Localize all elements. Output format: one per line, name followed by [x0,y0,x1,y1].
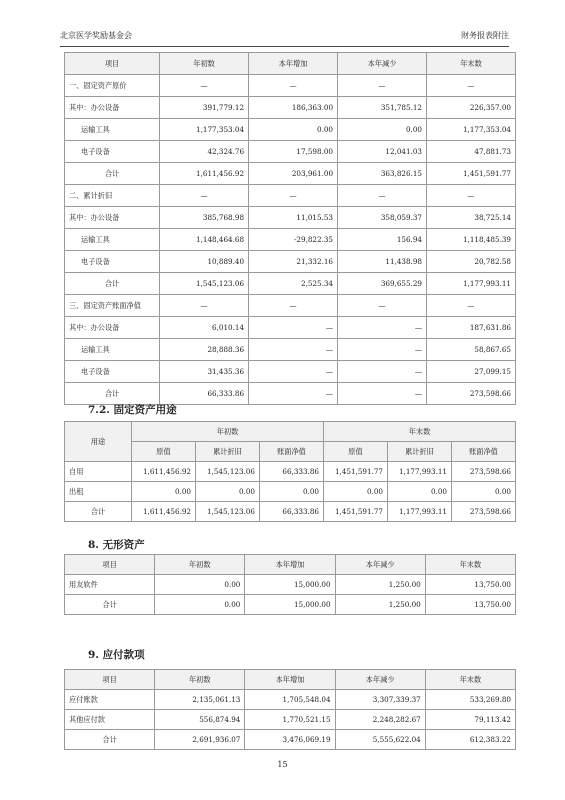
table-row [65,595,516,615]
row-label: 用友软件 [65,575,155,595]
cell: 31,435.36 [160,361,249,383]
header-increase: 本年增加 [249,53,338,75]
subheader-original-value: 原值 [132,442,196,462]
cell: 27,099.15 [427,361,516,383]
cell: 10,889.40 [160,251,249,273]
cell: 0.00 [196,482,260,502]
cell: — [160,185,249,207]
cell: — [249,317,338,339]
header-group-closing: 年末数 [324,422,516,442]
cell: 1,451,591.77 [324,462,388,482]
cell: 187,631.86 [427,317,516,339]
table-row [65,710,516,730]
row-label: 合计 [65,595,155,615]
row-label: 一、固定资产原价 [65,75,160,97]
cell: 1,118,485.39 [427,229,516,251]
row-label: 其他应付款 [65,710,155,730]
row-label: 电子设备 [65,251,160,273]
cell: 391,779.12 [160,97,249,119]
cell: — [427,295,516,317]
fixed-assets-table [64,52,516,405]
row-label: 运输工具 [65,229,160,251]
cell: — [338,185,427,207]
cell: — [249,295,338,317]
cell: 42,324.76 [160,141,249,163]
row-label: 电子设备 [65,141,160,163]
cell: 2,691,936.07 [155,730,245,750]
row-label: 其中：办公设备 [65,207,160,229]
cell: — [427,75,516,97]
cell: 1,770,521.15 [245,710,335,730]
cell: 12,041.03 [338,141,427,163]
table-row [65,251,516,273]
row-label: 二、累计折旧 [65,185,160,207]
cell: 2,525.34 [249,273,338,295]
header-increase: 本年增加 [245,670,335,690]
cell: 1,611,456.92 [132,502,196,522]
cell: 66,333.86 [160,383,249,405]
cell: 273,598.66 [427,383,516,405]
cell: — [427,185,516,207]
cell: 0.00 [388,482,452,502]
row-label: 应付账款 [65,690,155,710]
cell: 226,357.00 [427,97,516,119]
subheader-net-book-value: 账面净值 [260,442,324,462]
section-title-payables: 9. 应付款项 [88,649,145,661]
section-title-fixed-asset-usage: 7.2. 固定资产用途 [88,404,177,416]
cell: 38,725.14 [427,207,516,229]
cell: 0.00 [452,482,516,502]
header-opening: 年初数 [155,555,245,575]
table-row [65,690,516,710]
header-decrease: 本年减少 [338,53,427,75]
cell: 351,785.12 [338,97,427,119]
header-item: 项目 [65,670,155,690]
header-increase: 本年增加 [245,555,335,575]
section-title-intangible-assets: 8. 无形资产 [88,539,145,551]
cell: 1,705,548.04 [245,690,335,710]
cell: 66,333.86 [260,462,324,482]
subheader-accumulated-depreciation: 累计折旧 [196,442,260,462]
cell: 1,148,464.68 [160,229,249,251]
cell: 1,177,353.04 [427,119,516,141]
table-row [65,730,516,750]
row-label: 运输工具 [65,339,160,361]
header-item: 项目 [65,53,160,75]
table-header-row [65,670,516,690]
header-closing: 年末数 [425,670,515,690]
table-subheader-row [65,442,516,462]
fixed-asset-usage-table [64,421,516,522]
row-label: 自用 [65,462,132,482]
header-usage: 用途 [65,422,132,462]
row-label: 三、固定资产账面净值 [65,295,160,317]
cell: 612,383.22 [425,730,515,750]
header-opening: 年初数 [160,53,249,75]
cell: 556,874.94 [155,710,245,730]
page-header [60,30,509,44]
cell: 21,332.16 [249,251,338,273]
row-label: 其中：办公设备 [65,317,160,339]
cell: 66,333.86 [260,502,324,522]
header-closing: 年末数 [425,555,515,575]
cell: 385,768.98 [160,207,249,229]
cell: 5,555,622.04 [335,730,425,750]
cell: 0.00 [338,119,427,141]
subheader-net-book-value: 账面净值 [452,442,516,462]
cell: 369,655.29 [338,273,427,295]
subheader-original-value: 原值 [324,442,388,462]
table-row [65,97,516,119]
cell: — [160,75,249,97]
cell: 47,881.73 [427,141,516,163]
page-number: 15 [277,760,288,769]
cell: 186,363.00 [249,97,338,119]
table-row [65,119,516,141]
cell: — [249,339,338,361]
table-row [65,462,516,482]
cell: 0.00 [155,595,245,615]
table-header-row [65,422,516,442]
header-divider [60,46,509,47]
cell: 0.00 [155,575,245,595]
table-row [65,295,516,317]
intangible-assets-table [64,554,516,615]
row-label: 合计 [65,502,132,522]
cell: 1,451,591.77 [427,163,516,185]
cell: 17,598.00 [249,141,338,163]
header-opening: 年初数 [155,670,245,690]
cell: 0.00 [132,482,196,502]
document-section-title: 财务报表附注 [461,31,509,40]
table-row [65,317,516,339]
table-row [65,185,516,207]
table-row [65,575,516,595]
cell: 1,611,456.92 [132,462,196,482]
cell: 15,000.00 [245,595,335,615]
cell: 1,250.00 [335,595,425,615]
cell: — [249,361,338,383]
cell: 363,826.15 [338,163,427,185]
cell: 3,307,339.37 [335,690,425,710]
cell: 0.00 [324,482,388,502]
header-item: 项目 [65,555,155,575]
subheader-accumulated-depreciation: 累计折旧 [388,442,452,462]
cell: 15,000.00 [245,575,335,595]
cell: — [160,295,249,317]
cell: 11,438.98 [338,251,427,273]
row-label: 合计 [65,730,155,750]
cell: 58,867.65 [427,339,516,361]
cell: 1,177,993.11 [427,273,516,295]
cell: 156.94 [338,229,427,251]
cell: 13,750.00 [425,595,515,615]
cell: 28,888.36 [160,339,249,361]
cell: 79,113.42 [425,710,515,730]
table-header-row [65,555,516,575]
cell: 1,250.00 [335,575,425,595]
cell: 6,010.14 [160,317,249,339]
table-row [65,229,516,251]
cell: — [249,75,338,97]
cell: — [249,185,338,207]
cell: 1,611,456.92 [160,163,249,185]
row-label: 电子设备 [65,361,160,383]
cell: 273,598.66 [452,502,516,522]
table-row [65,207,516,229]
cell: — [338,317,427,339]
table-row [65,163,516,185]
cell: — [338,75,427,97]
cell: 0.00 [249,119,338,141]
cell: 1,177,993.11 [388,462,452,482]
row-label: 出租 [65,482,132,502]
cell: 3,476,069.19 [245,730,335,750]
row-label: 合计 [65,273,160,295]
cell: 358,059.37 [338,207,427,229]
cell: 13,750.00 [425,575,515,595]
cell: 2,135,061.13 [155,690,245,710]
cell: 1,545,123.06 [196,502,260,522]
header-closing: 年末数 [427,53,516,75]
cell: -29,822.35 [249,229,338,251]
cell: 1,177,353.04 [160,119,249,141]
cell: — [338,339,427,361]
cell: — [338,383,427,405]
cell: 1,545,123.06 [196,462,260,482]
table-row [65,482,516,502]
row-label: 合计 [65,163,160,185]
organization-name: 北京医学奖励基金会 [60,31,132,40]
row-label: 合计 [65,383,160,405]
table-row [65,141,516,163]
cell: 11,015.53 [249,207,338,229]
table-row [65,273,516,295]
cell: 1,451,591.77 [324,502,388,522]
header-decrease: 本年减少 [335,670,425,690]
table-row [65,502,516,522]
cell: 203,961.00 [249,163,338,185]
cell: 2,248,282.67 [335,710,425,730]
table-header-row [65,53,516,75]
header-decrease: 本年减少 [335,555,425,575]
table-row [65,75,516,97]
cell: 20,782.58 [427,251,516,273]
table-row [65,339,516,361]
cell: 1,177,993.11 [388,502,452,522]
row-label: 运输工具 [65,119,160,141]
cell: — [249,383,338,405]
cell: — [338,295,427,317]
cell: 1,545,123.06 [160,273,249,295]
payables-table [64,669,516,750]
cell: 273,598.66 [452,462,516,482]
table-row [65,361,516,383]
cell: 0.00 [260,482,324,502]
row-label: 其中：办公设备 [65,97,160,119]
cell: — [338,361,427,383]
header-group-opening: 年初数 [132,422,324,442]
cell: 533,269.80 [425,690,515,710]
